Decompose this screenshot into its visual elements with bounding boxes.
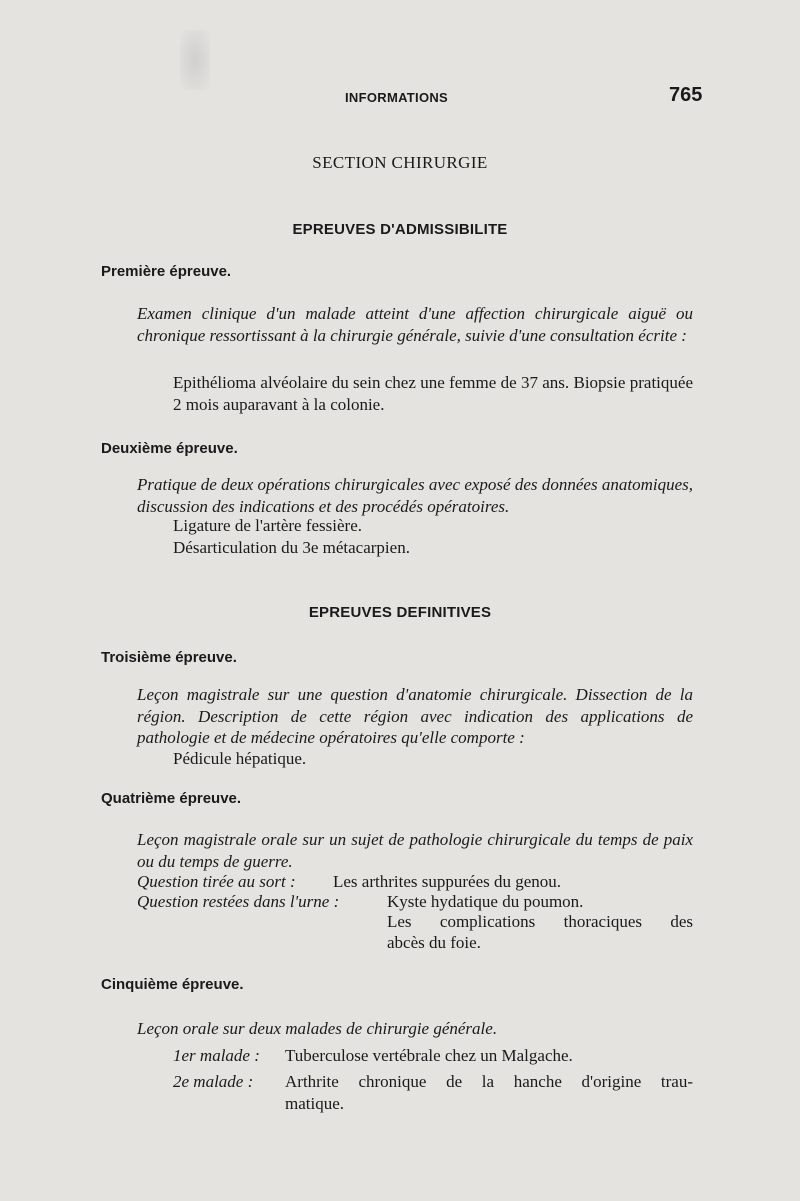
definitives-title: EPREUVES DEFINITIVES	[308, 604, 492, 621]
premiere-epreuve-label: Première épreuve.	[101, 263, 232, 280]
malade-2-value-line1: Arthrite chronique de la hanche d'origine trau-	[285, 1072, 693, 1091]
cinquieme-epreuve-label: Cinquième épreuve.	[101, 976, 244, 993]
malade-1-label: 1er malade :	[173, 1046, 260, 1065]
question-restees-value-2-line2: abcès du foie.	[387, 933, 481, 952]
question-tiree-label: Question tirée au sort :	[137, 872, 296, 891]
troisieme-epreuve-sujet: Pédicule hépatique.	[173, 749, 307, 768]
admissibilite-title: EPREUVES D'ADMISSIBILITE	[292, 221, 508, 238]
malade-2-value-line2: matique.	[285, 1094, 345, 1113]
quatrieme-epreuve-label: Quatrième épreuve.	[101, 790, 242, 807]
question-restees-value-1: Kyste hydatique du poumon.	[387, 892, 584, 911]
deuxieme-epreuve-operation-1: Ligature de l'artère fessière.	[173, 516, 363, 535]
question-restees-label: Question restées dans l'urne :	[137, 892, 340, 911]
section-title: SECTION CHIRURGIE	[312, 153, 488, 172]
premiere-epreuve-sujet: Epithélioma alvéolaire du sein chez une femme de 37 ans. Biopsie pratiquée 2 mois auparavant à la colonie.	[173, 373, 693, 414]
troisieme-epreuve-label: Troisième épreuve.	[101, 649, 237, 666]
deuxieme-epreuve-description: Pratique de deux opérations chirurgicales avec exposé des données anatomiques, discussion des indications et des procédés opératoires.	[137, 475, 693, 516]
cinquieme-epreuve-description: Leçon orale sur deux malades de chirurgie générale.	[137, 1019, 498, 1038]
malade-1-value: Tuberculose vertébrale chez un Malgache.	[285, 1046, 573, 1065]
troisieme-epreuve-description: Leçon magistrale sur une question d'anatomie chirurgicale. Dissection de la région. Description de cette région avec indication des applications de pathologie et de médecine opératoires qu'elle comporte :	[137, 685, 693, 747]
premiere-epreuve-description: Examen clinique d'un malade atteint d'une affection chirurgicale aiguë ou chronique ressortissant à la chirurgie générale, suivie d'une consultation écrite :	[137, 304, 693, 345]
deuxieme-epreuve-operation-2: Désarticulation du 3e métacarpien.	[173, 538, 410, 557]
scan-smudge	[180, 30, 210, 90]
quatrieme-epreuve-description: Leçon magistrale orale sur un sujet de pathologie chirurgicale du temps de paix ou du temps de guerre.	[137, 830, 693, 871]
malade-2-label: 2e malade :	[173, 1072, 254, 1091]
question-restees-value-2-line1: Les complications thoraciques des	[387, 912, 693, 931]
running-title: INFORMATIONS	[345, 90, 449, 105]
page-number: 765	[669, 84, 703, 106]
question-tiree-value: Les arthrites suppurées du genou.	[333, 872, 562, 891]
deuxieme-epreuve-label: Deuxième épreuve.	[101, 440, 238, 457]
